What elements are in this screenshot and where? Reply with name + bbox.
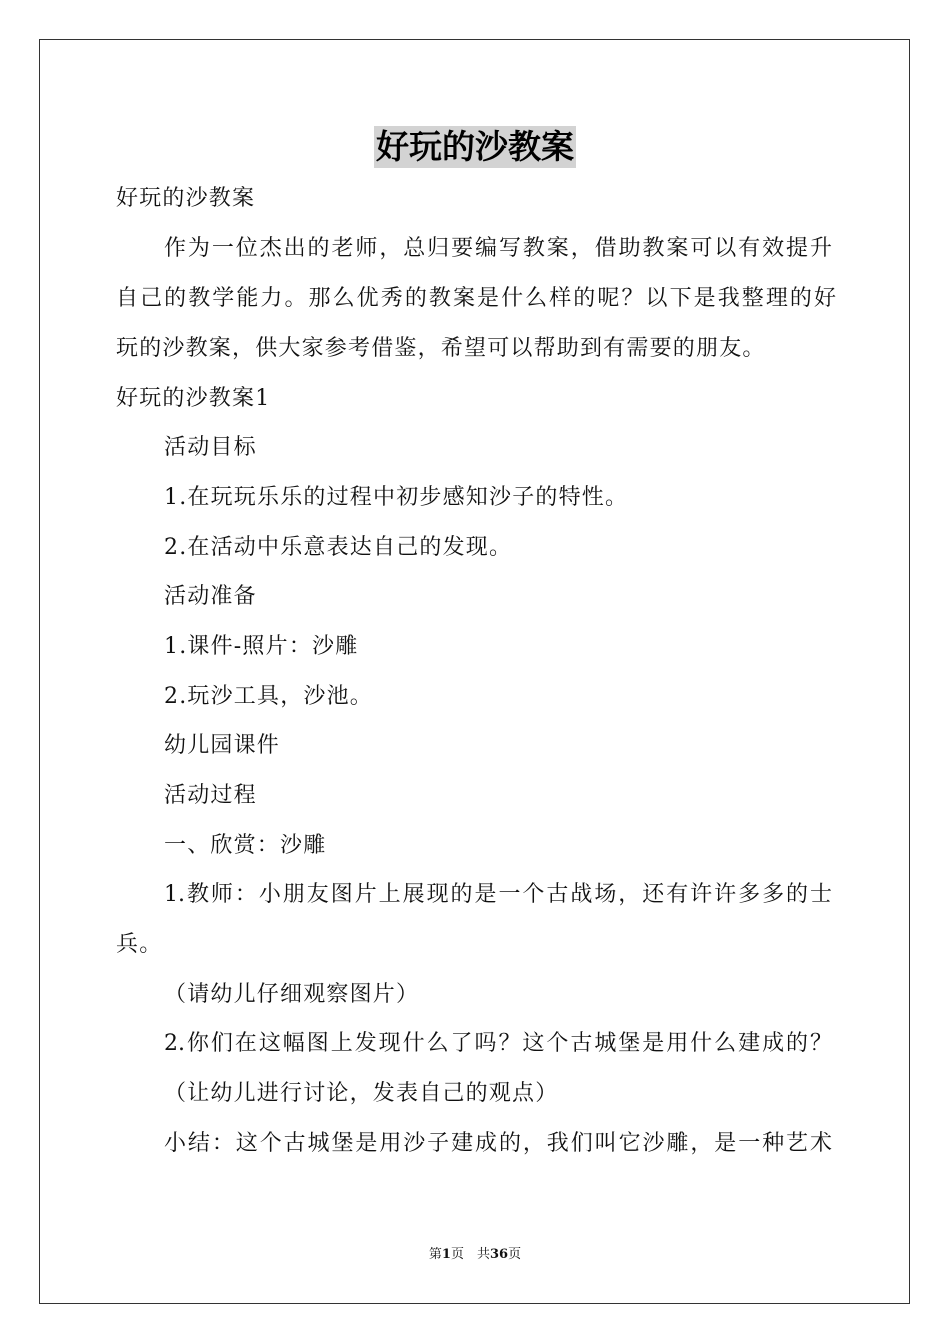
footer-suffix: 页 [508,1247,522,1262]
page-footer [0,1246,950,1264]
footer-prefix: 第 [428,1247,442,1262]
paragraph-line: 2.你们在这幅图上发现什么了吗？这个古城堡是用什么建成的？ [164,1031,832,1056]
paragraph-line: 幼儿园课件 [164,733,281,758]
doc-subtitle: 好玩的沙教案 [116,186,256,211]
paragraph-line: （让幼儿进行讨论，发表自己的观点） [164,1081,559,1106]
section-heading: 一、欣赏：沙雕 [164,833,327,858]
paragraph-line: 玩的沙教案，供大家参考借鉴，希望可以帮助到有需要的朋友。 [116,336,766,361]
footer-mid: 页 共 [450,1247,490,1262]
paragraph-line: 自己的教学能力。那么优秀的教案是什么样的呢？以下是我整理的好 [116,286,836,311]
footer-total-pages: 36 [489,1247,509,1262]
section-heading: 活动目标 [164,435,257,460]
paragraph-line: 1.教师：小朋友图片上展现的是一个古战场，还有许许多多的士 [164,882,832,907]
list-item: 1.课件-照片：沙雕 [164,634,359,659]
paragraph-line: 兵。 [116,932,163,957]
list-item: 2.在活动中乐意表达自己的发现。 [164,535,513,560]
page-border [39,39,910,1304]
paragraph-line: 小结：这个古城堡是用沙子建成的，我们叫它沙雕，是一种艺术 [164,1131,832,1156]
list-item: 1.在玩玩乐乐的过程中初步感知沙子的特性。 [164,485,629,510]
section-heading: 好玩的沙教案1 [116,386,271,411]
list-item: 2.玩沙工具，沙池。 [164,684,373,709]
section-heading: 活动准备 [164,584,257,609]
paragraph-line: 作为一位杰出的老师，总归要编写教案，借助教案可以有效提升 [164,236,832,261]
footer-current-page: 1 [441,1247,451,1262]
title-container [0,126,950,168]
section-heading: 活动过程 [164,783,257,808]
paragraph-line: （请幼儿仔细观察图片） [164,982,420,1007]
document-title: 好玩的沙教案 [376,127,574,166]
